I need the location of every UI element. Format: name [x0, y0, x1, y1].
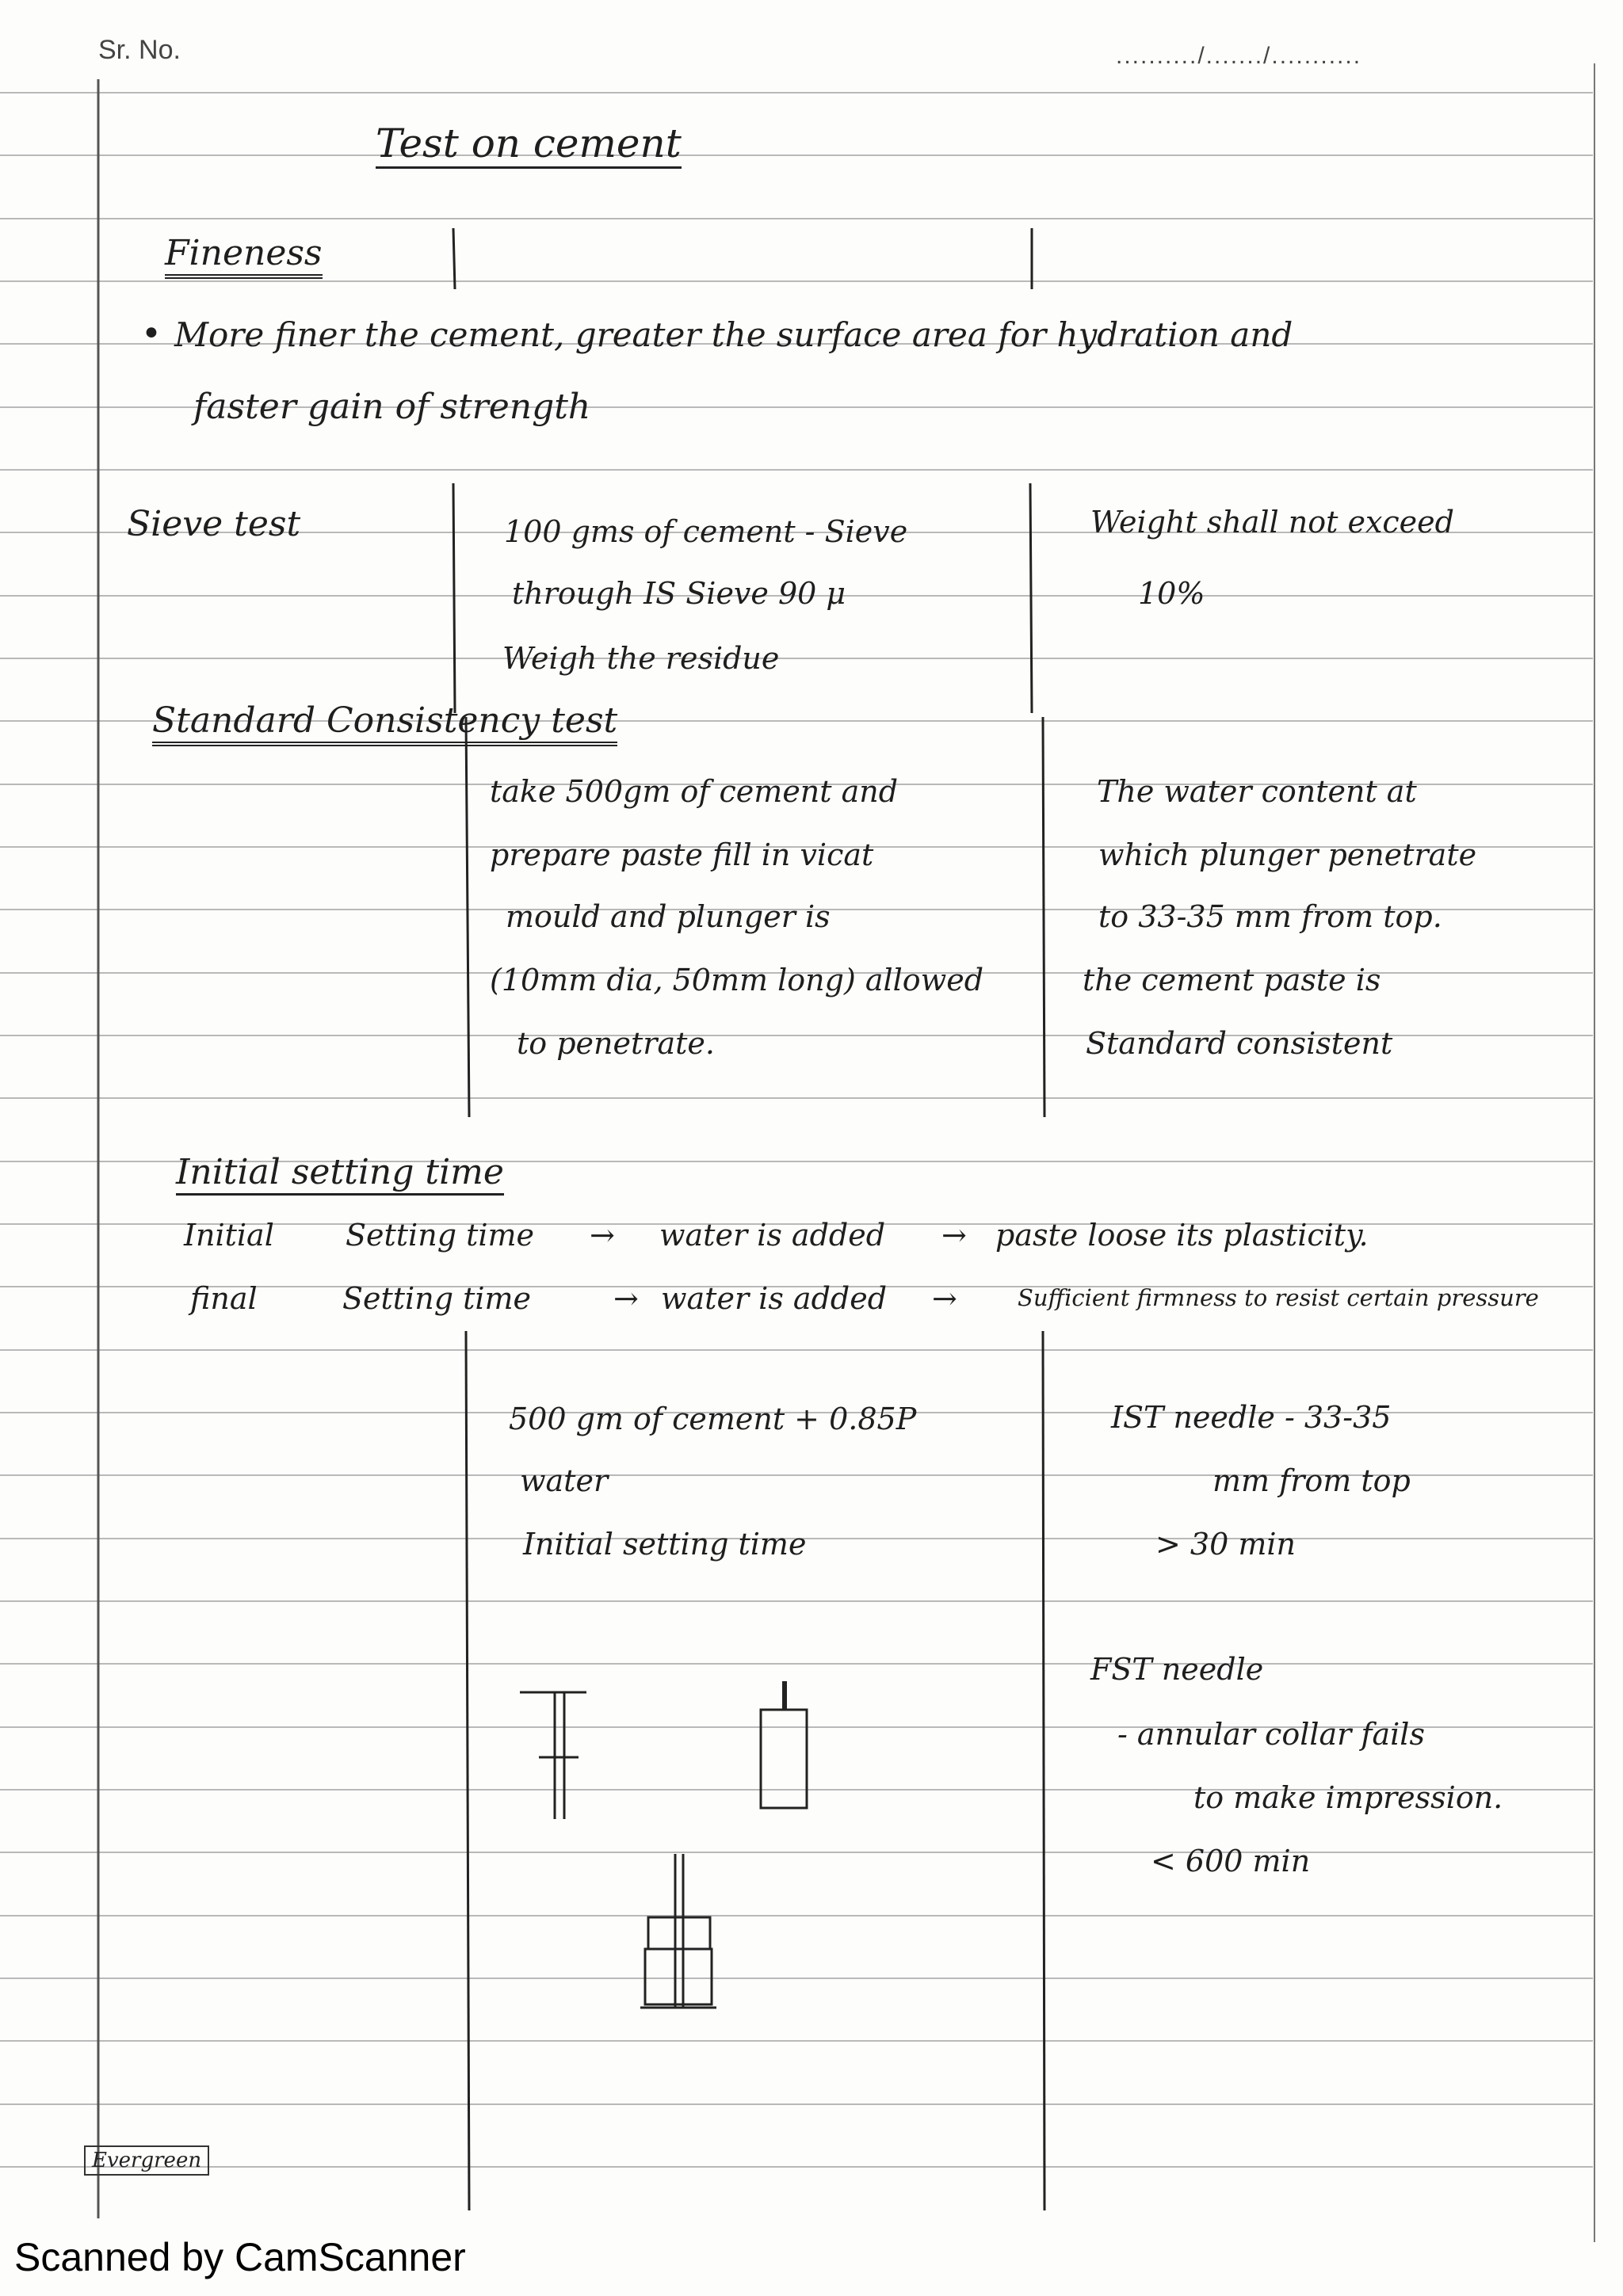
final-label: final: [190, 1281, 258, 1316]
consistency-result-line: Standard consistent: [1086, 1026, 1393, 1061]
sieve-procedure-line: 100 gms of cement - Sieve: [504, 514, 908, 549]
initial-arrow: →: [941, 1218, 967, 1253]
fineness-line-2: faster gain of strength: [193, 387, 591, 427]
scanner-footer: Scanned by CamScanner: [14, 2235, 466, 2279]
initial-term: Setting time: [346, 1218, 535, 1253]
ist-line: IST needle - 33-35: [1111, 1400, 1392, 1435]
final-arrow: →: [932, 1281, 957, 1316]
consistency-procedure-line: mould and plunger is: [506, 899, 831, 934]
fineness-heading: Fineness: [165, 236, 323, 279]
page-title: Test on cement: [376, 124, 682, 169]
initial-arrow: →: [590, 1218, 615, 1253]
ist-line: mm from top: [1212, 1463, 1411, 1498]
date-field: ........../......./...........: [1116, 43, 1362, 69]
fineness-line-1: More finer the cement, greater the surface area for hydration and: [174, 315, 1293, 354]
final-term: Setting time: [342, 1281, 532, 1316]
fst-line: to make impression.: [1193, 1780, 1503, 1815]
sieve-test-name: Sieve test: [127, 504, 301, 544]
fst-line: < 600 min: [1151, 1844, 1311, 1878]
consistency-procedure-line: prepare paste fill in vicat: [490, 837, 874, 872]
initial-step: water is added: [659, 1218, 886, 1253]
sieve-result-line: 10%: [1138, 576, 1205, 611]
setting-procedure-line: water: [520, 1463, 609, 1498]
fst-line: FST needle: [1090, 1652, 1264, 1687]
initial-label: Initial: [184, 1218, 274, 1253]
final-arrow: →: [613, 1281, 639, 1316]
consistency-procedure-line: take 500gm of cement and: [490, 774, 899, 809]
ist-line: > 30 min: [1155, 1527, 1296, 1562]
setting-time-heading: Initial setting time: [176, 1155, 504, 1196]
consistency-procedure-line: to penetrate.: [517, 1026, 715, 1061]
vicat-sketches: [520, 1681, 807, 2008]
initial-outcome: paste loose its plasticity.: [995, 1218, 1369, 1253]
consistency-result-line: which plunger penetrate: [1098, 837, 1477, 872]
final-step: water is added: [661, 1281, 888, 1316]
sieve-procedure-line: Weigh the residue: [502, 641, 780, 676]
notebook-brand-logo: Evergreen: [84, 2145, 209, 2176]
sieve-result-line: Weight shall not exceed: [1090, 505, 1454, 540]
fineness-bullet: •: [141, 314, 162, 354]
fst-line: - annular collar fails: [1117, 1717, 1425, 1752]
setting-procedure-line: 500 gm of cement + 0.85P: [509, 1402, 917, 1436]
sr-no-label: Sr. No.: [98, 35, 181, 65]
consistency-result-line: to 33-35 mm from top.: [1098, 899, 1442, 934]
consistency-result-line: The water content at: [1097, 774, 1417, 809]
final-outcome: Sufficient firmness to resist certain pressure: [1018, 1284, 1539, 1311]
setting-procedure-line: Initial setting time: [523, 1527, 807, 1562]
sieve-procedure-line: through IS Sieve 90 μ: [512, 576, 846, 611]
consistency-procedure-line: (10mm dia, 50mm long) allowed: [490, 963, 984, 997]
consistency-result-line: the cement paste is: [1083, 963, 1381, 997]
consistency-heading: Standard Consistency test: [152, 704, 617, 746]
